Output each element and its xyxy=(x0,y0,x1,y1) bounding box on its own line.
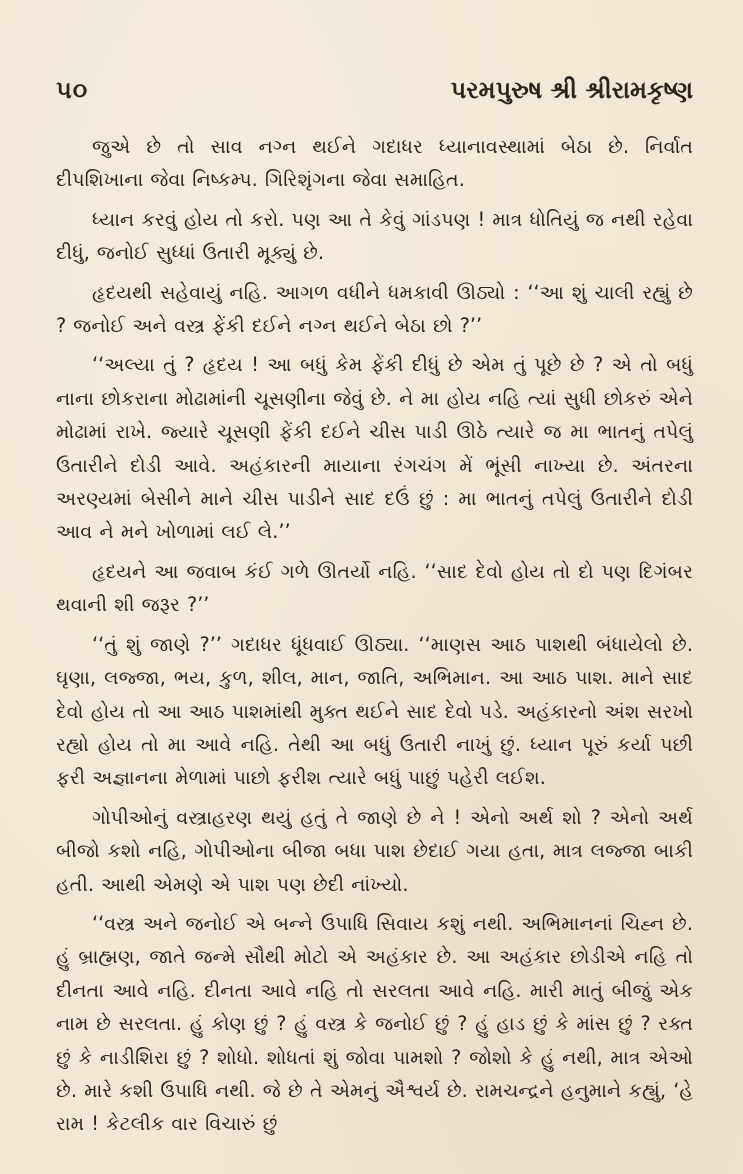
page-number: ૫૦ xyxy=(56,76,89,104)
paragraph-1: જુએ છે તો સાવ નગ્ન થઈને ગદાધર ધ્યાનાવસ્થામાં બેઠા છે. નિર્વાત દીપશિખાના જેવા નિષ્કમ્પ. ગિરિશૃંગના જેવા સમાહિત. xyxy=(56,135,693,192)
paragraph-2: ધ્યાન કરવું હોય તો કરો. પણ આ તે કેવું ગાંડપણ ! માત્ર ધોતિયું જ નથી રહેવા દીધું, જનોઈ સુધ્ધાં ઉતારી મૂક્યું છે. xyxy=(56,207,693,265)
paragraph-6: ‘‘તું શું જાણે ?’’ ગદાધર ધૂંધવાઈ ઊઠ્યા. ‘‘માણસ આઠ પાશથી બંધાયેલો છે. ઘૃણા, લજ્જા, ભય, કુળ, શીલ, માન, જાતિ, અભિમાન. આ આઠ પાશ. માને સાદ દેવો હોય તો આ આઠ પાશમાંથી મુક્ત થઈને સાદ દેવો પડે. અહંકારનો અંશ સરખો રહ્યો હોય તો મા આવે નહિ. તેથી આ બધું ઉતારી નાખું છું. ધ્યાન પૂરું કર્યા પછી ફરી અજ્ઞાનના મેળામાં પાછો ફરીશ ત્યારે બધું પાછું પહેરી લઈશ. xyxy=(56,632,693,790)
paragraph-5: હૃદયને આ જવાબ કંઈ ગળે ઊતર્યો નહિ. ‘‘સાદ દેવો હોય તો દો પણ દિગંબર થવાની શી જરૂર ?’’ xyxy=(56,559,693,617)
paragraph-3: હૃદયથી સહેવાયું નહિ. આગળ વધીને ધમકાવી ઊઠ્યો : ‘‘આ શું ચાલી રહ્યું છે ? જનોઈ અને વસ્ત્ર ફેંકી દઈને નગ્ન થઈને બેઠા છો ?’’ xyxy=(56,280,693,338)
running-head: પરમપુરુષ શ્રી શ્રીરામકૃષ્ણ xyxy=(450,76,693,104)
paragraph-8: ‘‘વસ્ત્ર અને જનોઈ એ બન્ને ઉપાધિ સિવાય કશું નથી. અભિમાનનાં ચિહ્ન છે. હું બ્રાહ્મણ, જાતે જન્મે સૌથી મોટો એ અહંકાર છે. આ અહંકાર છોડીએ નહિ તો દીનતા આવે નહિ. દીનતા આવે નહિ તો સરલતા આવે નહિ. મારી માતું બીજું એક નામ છે સરલતા. હું કોણ છું ? હું વસ્ત્ર કે જનોઈ છું ? હું હાડ છું કે માંસ છું ? રક્ત છું કે નાડીશિરા છું ? શોધો. શોધતાં શું જોવા પામશો ? જોશો કે હું નથી, માત્ર એઓ છે. મારે કશી ઉપાધિ નથી. જે છે તે એમનું ઐશ્વર્ય છે. રામચન્દ્રને હનુમાને કહ્યું, ‘હે રામ ! કેટલીક વાર વિચારું છું xyxy=(56,911,693,1136)
paragraph-4: ‘‘અલ્યા તું ? હૃદય ! આ બધું કેમ ફેંકી દીધું છે એમ તું પૂછે છે ? એ તો બધું નાના છોકરાના મોઢામાંની ચૂસણીના જેવું છે. ને મા હોય નહિ ત્યાં સુધી છોકરું એને મોઢામાં રાખે. જ્યારે ચૂસણી ફેંકી દઈને ચીસ પાડી ઊઠે ત્યારે જ મા ભાતનું તપેલું ઉતારીને દોડી આવે. અહંકારની માયાના રંગચંગ મેં ભૂંસી નાખ્યા છે. અંતરના અરણ્યમાં બેસીને માને ચીસ પાડીને સાદ દઉં છું : મા ભાતનું તપેલું ઉતારીને દોડી આવ ને મને ખોળામાં લઈ લે.’’ xyxy=(56,353,693,544)
paragraph-7: ગોપીઓનું વસ્ત્રાહરણ થયું હતું તે જાણે છે ને ! એનો અર્થ શો ? એનો અર્થ બીજો કશો નહિ, ગોપીઓના બીજા બધા પાશ છેદાઈ ગયા હતા, માત્ર લજ્જા બાકી હતી. આથી એમણે એ પાશ પણ છેદી નાંખ્યો. xyxy=(56,805,693,896)
page-header xyxy=(56,76,693,104)
body-text xyxy=(56,130,693,1141)
